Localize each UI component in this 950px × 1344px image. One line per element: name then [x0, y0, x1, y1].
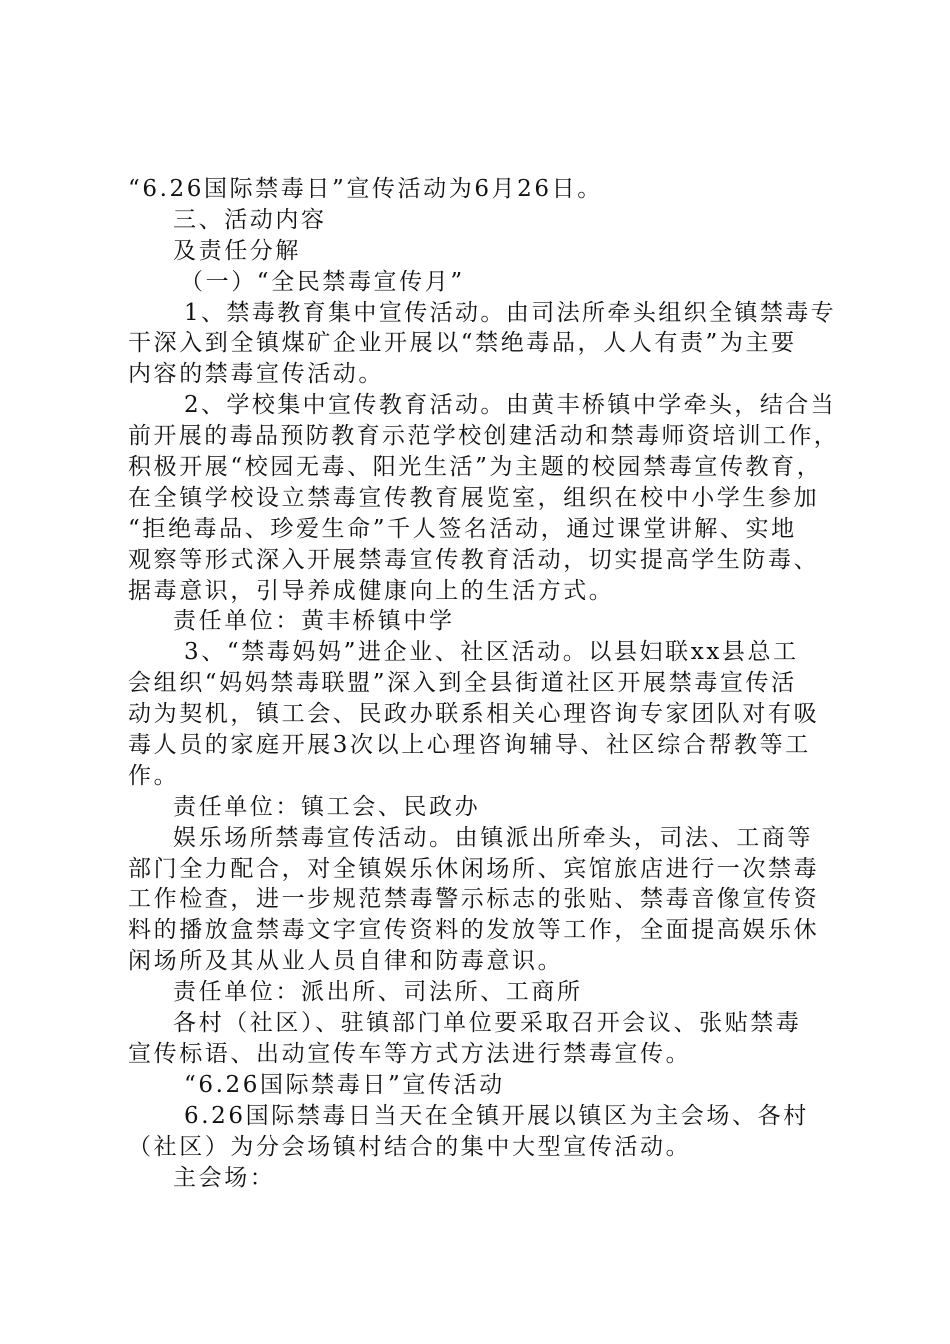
responsibility-line: 责任单位：黄丰桥镇中学	[173, 608, 455, 635]
text-line: 宣传标语、出动宣传车等方式方法进行禁毒宣传。	[128, 1040, 692, 1067]
text-line: 前开展的毒品预防教育示范学校创建活动和禁毒师资培训工作，	[128, 423, 840, 450]
text-line: 毒人员的家庭开展3次以上心理咨询辅导、社区综合帮教等工	[128, 732, 811, 759]
text-line: 动为契机，镇工会、民政办联系相关心理咨询专家团队对有吸	[128, 701, 820, 728]
section-heading: 三、活动内容	[173, 206, 327, 233]
text-line: 料的播放盒禁毒文字宣传资料的发放等工作，全面提高娱乐休	[128, 917, 820, 944]
text-line: 工作检查，进一步规范禁毒警示标志的张贴、禁毒音像宣传资	[128, 886, 820, 913]
responsibility-line: 责任单位：派出所、司法所、工商所	[173, 979, 583, 1006]
section-heading: 及责任分解	[173, 237, 301, 264]
text-line: 观察等形式深入开展禁毒宣传教育活动，切实提高学生防毒、	[128, 546, 820, 573]
text-line: 会组织“妈妈禁毒联盟”深入到全县街道社区开展禁毒宣传活	[128, 670, 797, 697]
text-line: “6.26国际禁毒日”宣传活动为6月26日。	[128, 176, 603, 202]
responsibility-line: 责任单位：镇工会、民政办	[173, 793, 481, 820]
text-line: 干深入到全镇煤矿企业开展以“禁绝毒品，人人有责”为主要	[128, 330, 797, 357]
text-line: 1、禁毒教育集中宣传活动。由司法所牵头组织全镇禁毒专	[184, 299, 837, 326]
text-line: 6.26国际禁毒日当天在全镇开展以镇区为主会场、各村	[184, 1102, 809, 1129]
text-line: （社区）为分会场镇村结合的集中大型宣传活动。	[128, 1133, 692, 1160]
text-line: 2、学校集中宣传教育活动。由黄丰桥镇中学牵头，结合当	[184, 392, 837, 419]
text-line: 主会场：	[173, 1164, 276, 1191]
text-line: 部门全力配合，对全镇娱乐休闲场所、宾馆旅店进行一次禁毒	[128, 855, 820, 882]
text-line: 各村（社区）、驻镇部门单位要采取召开会议、张贴禁毒	[173, 1010, 802, 1037]
text-line: 作。	[128, 762, 180, 789]
text-line: 在全镇学校设立禁毒宣传教育展览室，组织在校中小学生参加	[128, 484, 820, 511]
document-body	[128, 174, 840, 1193]
text-line: 闲场所及其从业人员自律和防毒意识。	[128, 948, 564, 975]
text-line: 3、“禁毒妈妈”进企业、社区活动。以县妇联xx县总工	[184, 639, 799, 666]
subsection-heading: （一）“全民禁毒宣传月”	[180, 268, 465, 295]
text-line: “拒绝毒品、珍爱生命”千人签名活动，通过课堂讲解、实地	[128, 515, 797, 542]
subsection-heading: “6.26国际禁毒日”宣传活动	[184, 1071, 505, 1098]
text-line: 积极开展“校园无毒、阳光生活”为主题的校园禁毒宣传教育，	[128, 454, 823, 481]
text-line: 据毒意识，引导养成健康向上的生活方式。	[128, 577, 615, 604]
text-line: 娱乐场所禁毒宣传活动。由镇派出所牵头，司法、工商等	[173, 824, 813, 851]
text-line: 内容的禁毒宣传活动。	[128, 361, 384, 388]
